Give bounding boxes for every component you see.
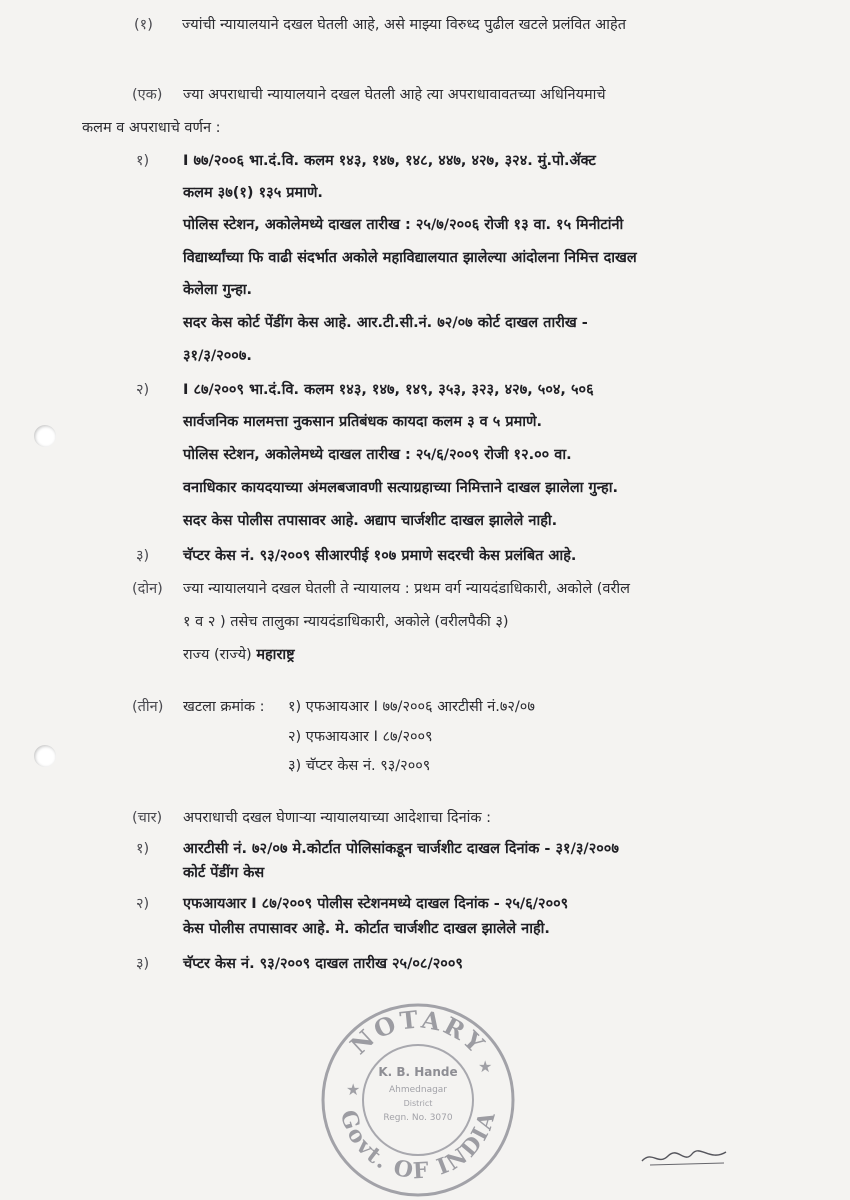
stamp-regn: Regn. No. 3070 (383, 1113, 453, 1123)
signature-icon (640, 1146, 730, 1167)
section-teen-item1: १) एफआयआर I ७७/२००६ आरटीसी नं.७२/०७ (288, 699, 535, 715)
section-ek-marker: (एक) (132, 87, 163, 103)
stamp-district: District (403, 1099, 433, 1108)
section-teen-item3: ३) चॅप्टर केस नं. ९३/२००९ (288, 758, 431, 774)
section-ek-line2: कलम व अपराधाचे वर्णन : (82, 120, 221, 136)
punch-hole-bottom (34, 745, 56, 767)
stamp-place: Ahmednagar (388, 1085, 448, 1095)
intro-text: ज्यांची न्यायालयाने दखल घेतली आहे, असे माझ्या विरुध्द पुढील खटले प्रलंवित आहेत (182, 17, 626, 33)
case2-line1: I ८७/२००९ भा.दं.वि. कलम १४३, १४७, १४९, ३५३, ३२३, ४२७, ५०४, ५०६ (183, 382, 594, 398)
case1-line1: I ७७/२००६ भा.दं.वि. कलम १४३, १४७, १४८, ४४७, ४२७, ३२४. मुं.पो.ॲक्ट (183, 153, 596, 169)
stamp-star-right: ★ (478, 1057, 493, 1076)
case1-line4: विद्यार्थ्यांच्या फि वाढी संदर्भात अकोले महाविद्यालयात झालेल्या आंदोलना निमित्त दाखल (183, 250, 637, 266)
case1-number: १) (136, 153, 150, 169)
case1-line7: ३१/३/२००७. (183, 348, 252, 364)
case3-number: ३) (136, 548, 150, 564)
punch-hole-top (34, 425, 56, 447)
case2-line4: वनाधिकार कायदयाच्या अंमलबजावणी सत्याग्रहाच्या निमित्ताने दाखल झालेला गुन्हा. (183, 480, 618, 496)
section-don-state (183, 644, 295, 666)
case1-line5: केलेला गुन्हा. (183, 282, 253, 298)
char-item1-number: १) (136, 841, 150, 857)
char-item2-line1: एफआयआर I ८७/२००९ पोलीस स्टेशनमध्ये दाखल दिनांक - २५/६/२००९ (183, 896, 569, 912)
section-don-line1: ज्या न्यायालयाने दखल घेतली ते न्यायालय : प्रथम वर्ग न्यायदंडाधिकारी, अकोले (वरील (183, 581, 630, 597)
section-char-marker: (चार) (132, 810, 163, 826)
char-item2-number: २) (136, 896, 150, 912)
section-char-heading: अपराधाची दखल घेणाऱ्या न्यायालयाच्या आदेशाचा दिनांक : (183, 810, 492, 826)
char-item1-line1: आरटीसी नं. ७२/०७ मे.कोर्टात पोलिसांकडून चार्जशीट दाखल दिनांक - ३१/३/२००७ (183, 841, 619, 857)
case2-line3: पोलिस स्टेशन, अकोलेमध्ये दाखल तारीख : २५/६/२००९ रोजी १२.०० वा. (183, 447, 572, 463)
notary-seal-icon (318, 1000, 518, 1200)
section-ek-line1: ज्या अपराधाची न्यायालयाने दखल घेतली आहे त्या अपराधावावतच्या अधिनियमाचे (183, 87, 606, 103)
case3-line1: चॅप्टर केस नं. ९३/२००९ सीआरपीई १०७ प्रमाणे सदरची केस प्रलंबित आहे. (183, 548, 577, 564)
section-teen-item2: २) एफआयआर I ८७/२००९ (288, 729, 433, 745)
case1-line2: कलम ३७(१) १३५ प्रमाणे. (183, 185, 323, 201)
char-item3-number: ३) (136, 956, 150, 972)
char-item2-line2: केस पोलीस तपासावर आहे. मे. कोर्टात चार्जशीट दाखल झालेले नाही. (183, 921, 550, 937)
stamp-name: K. B. Hande (378, 1065, 458, 1079)
case2-line2: सार्वजनिक मालमत्ता नुकसान प्रतिबंधक कायदा कलम ३ व ५ प्रमाणे. (183, 414, 543, 430)
intro-marker: (१) (134, 17, 153, 33)
case2-line5: सदर केस पोलीस तपासावर आहे. अद्याप चार्जशीट दाखल झालेले नाही. (183, 513, 558, 529)
stamp-star-left: ★ (346, 1080, 361, 1099)
section-teen-marker: (तीन) (132, 699, 164, 715)
stamp-top-text: NOTARY (344, 1004, 493, 1061)
state-value: महाराष्ट्र (256, 647, 295, 663)
section-don-line2: १ व २ ) तसेच तालुका न्यायदंडाधिकारी, अकोले (वरीलपैकी ३) (183, 614, 509, 630)
notary-stamp (318, 1000, 518, 1185)
case1-line6: सदर केस कोर्ट पेंडींग केस आहे. आर.टी.सी.नं. ७२/०७ कोर्ट दाखल तारीख - (183, 315, 588, 331)
stamp-bottom-text: Govt. OF INDIA (334, 1106, 502, 1185)
section-don-marker: (दोन) (132, 581, 163, 597)
char-item1-line2: कोर्ट पेंडींग केस (183, 865, 265, 881)
char-item3-line1: चॅप्टर केस नं. ९३/२००९ दाखल तारीख २५/०८/२००९ (183, 956, 463, 972)
section-teen-label: खटला क्रमांक : (183, 699, 265, 715)
state-label: राज्य (राज्ये) (183, 647, 252, 663)
case2-number: २) (136, 382, 150, 398)
svg-text:NOTARY (344, 1004, 492, 1060)
case1-line3: पोलिस स्टेशन, अकोलेमध्ये दाखल तारीख : २५/७/२००६ रोजी १३ वा. १५ मिनीटांनी (183, 217, 624, 233)
